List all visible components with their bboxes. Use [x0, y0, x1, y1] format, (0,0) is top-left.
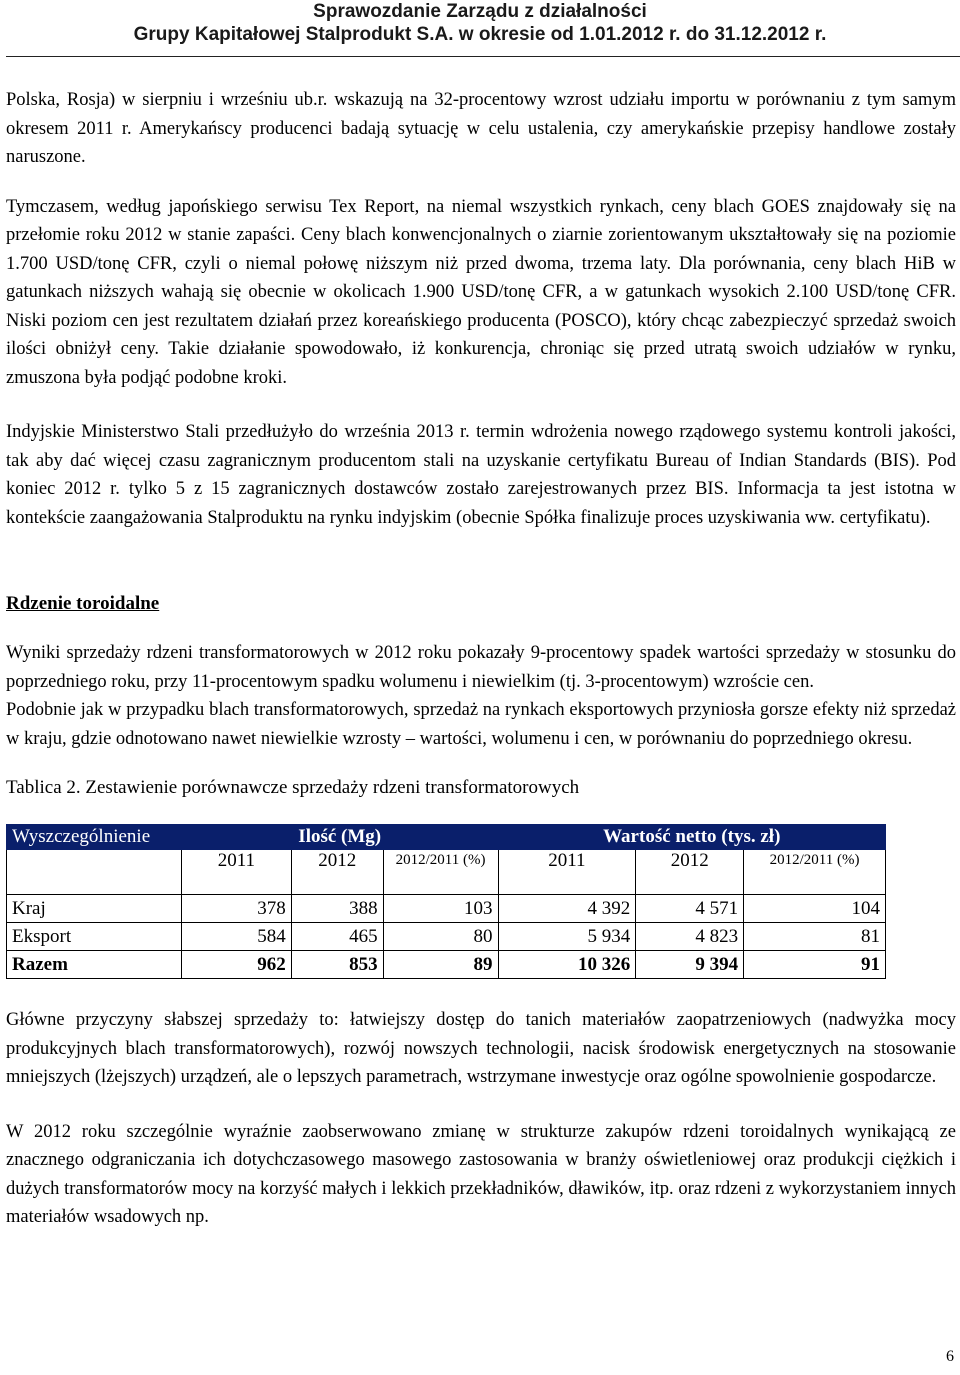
subheader-cell-q2011: 2011: [181, 850, 291, 895]
cell-vratio: 104: [744, 895, 886, 923]
row-label: Kraj: [7, 895, 182, 923]
paragraph-import-share: Polska, Rosja) w sierpniu i wrześniu ub.r. wskazują na 32-procentowy wzrost udziału importu w porównaniu z tym samym okresem 2011 r. Amerykańscy producenci badają sytuację w celu ustalenia, czy amerykańskie przepisy handlowe zostały naruszone.: [6, 90, 956, 167]
paragraph-india-bis: Indyjskie Ministerstwo Stali przedłużyło do września 2013 r. termin wdrożenia nowego rządowego systemu kontroli jakości, tak aby dać więcej czasu zagranicznym producentom stali na uzyskanie certyfikatu Bureau of Indian Standards (BIS). Pod koniec 2012 r. tylko 5 z 15 zagranicznych dostawców zostało zarejestrowanych przez BIS. Informacja ta jest istotna w kontekście zaangażowania Stalproduktu na rynku indyjskim (obecnie Spółka finalizuje proces uzyskiwania ww. certyfikatu).: [6, 422, 956, 528]
row-label: Eksport: [7, 923, 182, 951]
document-body: [6, 86, 956, 1232]
cell-vratio: 91: [744, 951, 886, 979]
header-title: Sprawozdanie Zarządu z działalności: [313, 1, 647, 22]
subheader-cell-empty: [7, 850, 182, 895]
table-caption: Tablica 2. Zestawienie porównawcze sprzedaży rdzeni transformatorowych: [6, 777, 580, 798]
header-subtitle: Grupy Kapitałowej Stalprodukt S.A. w okresie od 1.01.2012 r. do 31.12.2012 r.: [133, 24, 827, 45]
row-label: Razem: [7, 951, 182, 979]
page-number: 6: [946, 1348, 954, 1365]
cell-q2011: 584: [181, 923, 291, 951]
section-title: Rdzenie toroidalne: [6, 593, 160, 614]
cell-v2012: 4 823: [636, 923, 744, 951]
table-row-razem: [7, 951, 886, 979]
table-header-row: [7, 825, 886, 850]
paragraph-export-sales: Podobnie jak w przypadku blach transformatorowych, sprzedaż na rynkach eksportowych przyniosła gorsze efekty niż sprzedaż w kraju, gdzie odnotowano nawet niewielkie wzrosty – wartości, wolumenu i cen, w porównaniu do poprzedniego okresu.: [6, 700, 956, 749]
subheader-cell-qratio: 2012/2011 (%): [383, 850, 498, 895]
cell-v2011: 4 392: [498, 895, 636, 923]
cell-q2012: 853: [291, 951, 383, 979]
cell-qratio: 80: [383, 923, 498, 951]
subheader-cell-q2012: 2012: [291, 850, 383, 895]
cell-vratio: 81: [744, 923, 886, 951]
paragraph-goes-prices: Tymczasem, według japońskiego serwisu Tex Report, na niemal wszystkich rynkach, ceny blach GOES znajdowały się na przełomie roku 2012 w stanie zapaści. Ceny blach konwencjonalnych o ziarnie zorientowanym ukształtowały się na poziomie 1.700 USD/tonę CFR, czyli o niemal połowę niższym niż przed dwoma, trzema laty. Dla porównania, ceny blach HiB w gatunkach niższych wahają się obecnie w okolicach 1.900 USD/tonę CFR, a w gatunkach wysokich 2.100 USD/tonę CFR. Niski poziom cen jest rezultatem działań przez koreańskiego producenta (POSCO), który chcąc zabezpieczyć sprzedaż swoich ilości obniżył ceny. Takie działanie spowodowało, iż konkurencja, chroniąc się przed utratą swoich udziałów w rynku, zmuszona była podjąć podobne kroki.: [6, 196, 956, 388]
table-subheader-row: [7, 850, 886, 895]
cell-q2012: 465: [291, 923, 383, 951]
cell-q2011: 378: [181, 895, 291, 923]
sales-comparison-table: [6, 824, 886, 979]
header-divider: [6, 56, 960, 57]
header-cell-quantity: Ilość (Mg): [181, 825, 498, 850]
cell-v2011: 5 934: [498, 923, 636, 951]
cell-q2012: 388: [291, 895, 383, 923]
subheader-cell-v2012: 2012: [636, 850, 744, 895]
cell-q2011: 962: [181, 951, 291, 979]
table-row-kraj: [7, 895, 886, 923]
paragraph-sales-results: Wyniki sprzedaży rdzeni transformatorowych w 2012 roku pokazały 9-procentowy spadek wartości sprzedaży w stosunku do poprzedniego roku, przy 11-procentowym spadku wolumenu i niewielkim (tj. 3-procentowym) wzroście cen.: [6, 643, 956, 692]
cell-qratio: 103: [383, 895, 498, 923]
subheader-cell-vratio: 2012/2011 (%): [744, 850, 886, 895]
cell-qratio: 89: [383, 951, 498, 979]
cell-v2012: 9 394: [636, 951, 744, 979]
header-cell-value: Wartość netto (tys. zł): [498, 825, 885, 850]
paragraph-weak-sales-causes: Główne przyczyny słabszej sprzedaży to: łatwiejszy dostęp do tanich materiałów zaopatrzeniowych (nadwyżka mocy produkcyjnych blach transformatorowych), rozwój nowszych technologii, nacisk środowisk energetycznych na stosowanie mniejszych (lżejszych) urządzeń, ale o lepszych parametrach, wstrzymane inwestycje oraz ogólne spowolnienie gospodarcze.: [6, 1010, 956, 1087]
paragraph-purchase-structure: W 2012 roku szczególnie wyraźnie zaobserwowano zmianę w strukturze zakupów rdzeni toroidalnych wynikającą ze znacznego odgraniczania ich dotychczasowego masowego zastosowania w branży oświetleniowej oraz produkcji ciężkich i dużych transformatorów mocy na korzyść małych i lekkich przekładników, dławików, itp. oraz rdzeni z wykorzystaniem innych materiałów wsadowych np.: [6, 1121, 956, 1227]
cell-v2011: 10 326: [498, 951, 636, 979]
table-row-eksport: [7, 923, 886, 951]
subheader-cell-v2011: 2011: [498, 850, 636, 895]
header-cell-label: Wyszczególnienie: [7, 825, 182, 850]
cell-v2012: 4 571: [636, 895, 744, 923]
